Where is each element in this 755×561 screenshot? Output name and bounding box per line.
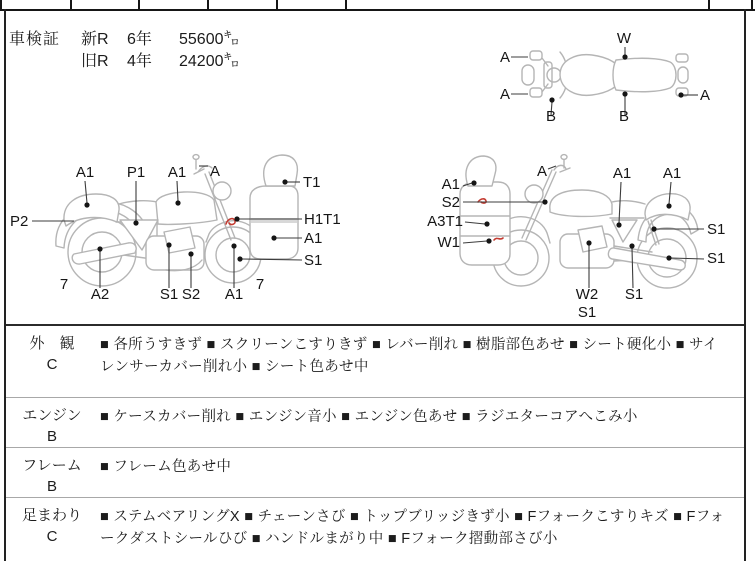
rear-shock [648, 220, 659, 245]
tire-grade-label: 7 [255, 276, 265, 293]
left-bike-diagram [8, 142, 380, 320]
damage-label: A2 [90, 286, 110, 303]
inspection-entry-old [81, 51, 240, 73]
side-cover [612, 220, 637, 242]
fuel-tank [550, 190, 612, 216]
table-divider [345, 0, 347, 9]
damage-label: W [616, 30, 632, 47]
condition-items-text: ■ ステムベアリングX ■ チェーンさび ■ トップブリッジきず小 ■ Fフォークこすりキズ ■ Fフォークダストシールひび ■ ハンドルまがり中 ■ Fフォーク摺動部さび小 [100, 509, 725, 547]
damage-label: S2 [181, 286, 201, 303]
damage-label: S1 [707, 250, 726, 267]
muffler [72, 243, 136, 264]
mirror-icon [530, 88, 542, 97]
condition-grade: B [46, 478, 57, 495]
inspection-certificate-label: 車検証 [9, 31, 61, 48]
damage-label: W2 [575, 286, 599, 303]
damage-label: S1 [624, 286, 644, 303]
table-divider [0, 0, 2, 9]
damage-label: A1 [75, 164, 95, 181]
reg-era: 新R [81, 31, 109, 48]
condition-row [6, 398, 744, 448]
headlight [213, 182, 231, 200]
damage-label: S1 [159, 286, 179, 303]
damage-label: B [618, 108, 630, 125]
headlight [525, 185, 543, 203]
top-view-sketch [522, 51, 688, 98]
condition-row [6, 498, 744, 561]
sheet-body [4, 9, 746, 561]
reg-era: 旧R [81, 53, 109, 70]
top-view-diagram [480, 20, 745, 125]
damage-label: A1 [441, 176, 460, 193]
damage-label: A [209, 163, 221, 180]
condition-row [6, 448, 744, 498]
condition-items-text: ■ ケースカバー削れ ■ エンジン音小 ■ エンジン色あせ ■ ラジエターコアへこみ小 [100, 409, 638, 425]
condition-grade: B [46, 428, 57, 445]
table-divider [70, 0, 72, 9]
condition-label-cell [6, 498, 98, 561]
damage-label: A1 [612, 165, 632, 182]
damage-label: T1 [303, 174, 321, 191]
reg-distance: 24200㌔ [179, 53, 240, 70]
condition-label-cell [6, 398, 98, 447]
condition-section-label: フレーム [22, 457, 82, 474]
fuel-tank-top [560, 55, 621, 96]
damage-label: A [700, 87, 711, 104]
damage-label: W1 [437, 234, 460, 251]
damage-label: P1 [126, 164, 146, 181]
damage-label: A [499, 86, 511, 103]
condition-label-cell [6, 448, 98, 497]
damage-label: A1 [167, 164, 187, 181]
damage-label: A1 [662, 165, 682, 182]
rear-wheel-top [678, 67, 688, 83]
right-bike-diagram [382, 142, 750, 320]
table-divider [138, 0, 140, 9]
damage-label: A1 [304, 230, 323, 247]
damage-label: A3T1 [427, 213, 463, 230]
damage-label: S1 [304, 252, 323, 269]
reg-years: 6年 [127, 31, 152, 48]
reg-distance: 55600㌔ [179, 31, 240, 48]
front-wheel-top [522, 65, 534, 85]
reg-years: 4年 [127, 53, 152, 70]
damage-label: S1 [577, 304, 597, 320]
damage-label: B [545, 108, 557, 125]
condition-rows [6, 324, 744, 561]
condition-items-text: ■ 各所うすきず ■ スクリーンこすりきず ■ レバー削れ ■ 樹脂部色あせ ■ シート硬化小 ■ サイレンサーカバー削れ小 ■ シート色あせ中 [100, 337, 718, 375]
damage-label: H1T1 [304, 211, 341, 228]
damage-label: A [499, 49, 511, 66]
condition-section-label: 外 観 [29, 335, 75, 352]
condition-items-text: ■ フレーム色あせ中 [100, 459, 232, 475]
condition-row [6, 326, 744, 398]
damage-label: P2 [10, 213, 29, 230]
inspection-entries [81, 29, 240, 73]
condition-grade: C [46, 528, 58, 545]
condition-section-label: 足まわり [21, 507, 82, 524]
condition-grade: C [46, 356, 58, 373]
table-divider [276, 0, 278, 9]
mirror-icon [530, 51, 542, 60]
windscreen [264, 155, 298, 186]
table-divider [751, 0, 753, 9]
windscreen [466, 156, 496, 186]
fuel-tank [156, 192, 217, 224]
condition-section-label: エンジン [22, 407, 82, 424]
table-divider [708, 0, 710, 9]
inspection-entry-new [81, 29, 240, 51]
inspection-certificate [9, 29, 240, 73]
tire-grade-label: 7 [59, 276, 69, 293]
seat-top [613, 58, 676, 91]
damage-label: A [536, 163, 548, 180]
table-divider [207, 0, 209, 9]
damage-label: S2 [441, 194, 460, 211]
condition-label-cell [6, 326, 98, 397]
damage-label: A1 [224, 286, 244, 303]
damage-label: S1 [707, 221, 726, 238]
